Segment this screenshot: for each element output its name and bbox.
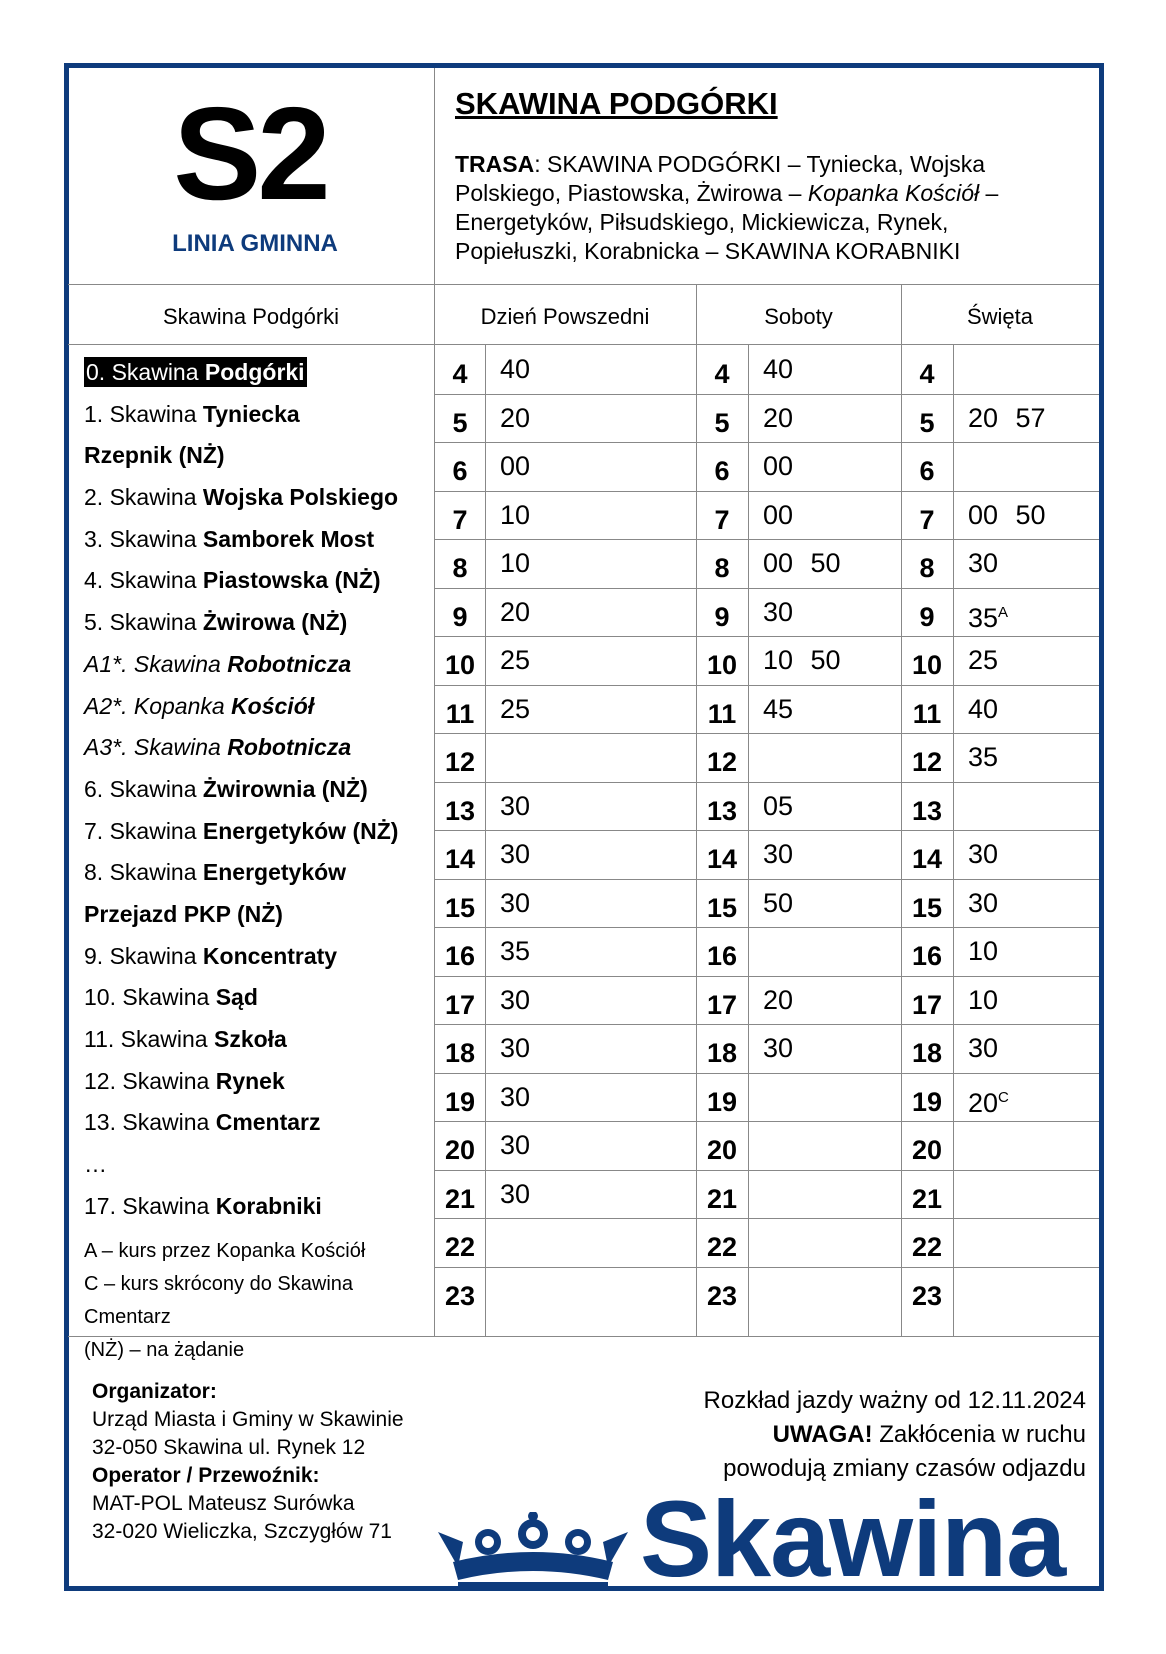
- hour-cell: 8: [452, 553, 468, 583]
- stop-label: [84, 943, 337, 969]
- divider: [68, 344, 1099, 345]
- minutes-cell: [968, 732, 998, 783]
- stop-item: [84, 811, 434, 853]
- minutes-cell: [763, 975, 793, 1026]
- organizer-line: 32-050 Skawina ul. Rynek 12: [92, 1436, 366, 1459]
- hour-cell: 12: [706, 747, 738, 777]
- minutes-cell: [968, 490, 1046, 541]
- stop-name: Podgórki: [204, 359, 305, 385]
- stop-label: [84, 526, 374, 552]
- stop-name: Rzepnik (NŻ): [84, 442, 225, 469]
- stop-number: 10. Skawina: [84, 984, 216, 1011]
- stop-name: Energetyków: [202, 859, 347, 886]
- minutes-cell: [500, 490, 530, 541]
- hour-cell: 21: [444, 1183, 476, 1214]
- row-divider: [434, 1267, 1099, 1268]
- minutes-value: 40: [968, 693, 999, 724]
- stop-label: [84, 1193, 322, 1219]
- stop-number: 8. Skawina: [84, 859, 203, 886]
- hour-cell: 9: [919, 601, 935, 632]
- route-label: TRASA: [455, 151, 535, 177]
- minutes-value: 10: [500, 548, 531, 578]
- warning-text: Zakłócenia w ruchu: [872, 1421, 1086, 1448]
- divider: [68, 284, 1099, 285]
- minutes-value: 30: [500, 839, 531, 869]
- hour-cell: 6: [919, 456, 935, 486]
- stop-name: Energetyków (NŻ): [202, 817, 399, 844]
- minutes-value: 30: [500, 1081, 531, 1112]
- hour-cell: 13: [444, 795, 476, 826]
- stop-name: Żwirowa (NŻ): [202, 609, 348, 636]
- stop-number: 3. Skawina: [84, 525, 203, 552]
- minutes-cell: [500, 587, 530, 638]
- hour-cell: 13: [911, 795, 943, 826]
- footer-validity: [704, 1384, 1086, 1486]
- hour-cell: 19: [911, 1086, 943, 1117]
- stop-item: [84, 727, 434, 769]
- column-header-stops: Skawina Podgórki: [162, 304, 340, 329]
- stop-number: A2*. Kopanka: [84, 692, 232, 719]
- stop-number: 13. Skawina: [84, 1109, 216, 1136]
- minutes-value: 30: [500, 790, 531, 821]
- minutes-cell: [968, 1072, 1009, 1129]
- hour-cell: 23: [911, 1280, 943, 1311]
- divider: [748, 344, 749, 1336]
- hour-cell: 12: [444, 747, 476, 777]
- hour-cell: 19: [706, 1086, 738, 1117]
- minutes-cell: [968, 635, 998, 686]
- minutes-value: 30: [763, 1033, 794, 1063]
- notes: [84, 1235, 424, 1367]
- minutes-value: 10: [968, 984, 999, 1015]
- hour-cell: 22: [706, 1232, 738, 1262]
- stop-number: 12. Skawina: [84, 1067, 216, 1094]
- operator-label: Operator / Przewoźnik:: [92, 1464, 320, 1487]
- hour-cell: 13: [706, 795, 738, 826]
- stop-item: [84, 977, 434, 1019]
- hour-cell: 18: [706, 1038, 738, 1068]
- hour-cell: 9: [452, 601, 468, 632]
- stop-item: [84, 1186, 434, 1228]
- stop-item: [84, 352, 434, 394]
- minutes-cell: [763, 441, 793, 492]
- stop-number: A3*. Skawina: [84, 734, 228, 761]
- hour-cell: 15: [706, 892, 738, 923]
- stop-label: [84, 859, 346, 885]
- stop-label: [84, 693, 314, 719]
- stop-label: [84, 484, 398, 510]
- stop-label: [84, 567, 381, 593]
- stop-list: [84, 352, 434, 1227]
- hour-cell: 6: [452, 456, 468, 486]
- line-number: S2: [173, 80, 327, 227]
- hour-cell: 11: [445, 698, 475, 729]
- crown-logo-icon: [438, 1512, 628, 1592]
- stop-name: Wojska Polskiego: [202, 484, 399, 511]
- minutes-value: 20: [763, 402, 794, 433]
- column-header-holiday: Święta: [966, 304, 1034, 329]
- hour-cell: 7: [452, 504, 468, 535]
- minutes-value: 30: [763, 839, 794, 869]
- hour-cell: 10: [706, 650, 738, 680]
- minutes-cell: [763, 538, 841, 589]
- minutes-cell: [500, 1072, 530, 1123]
- hour-cell: 5: [919, 407, 935, 438]
- row-divider: [434, 1170, 1099, 1171]
- minutes-cell: [500, 684, 530, 735]
- stop-number: 5. Skawina: [84, 609, 203, 636]
- stop-number: 2. Skawina: [84, 484, 203, 511]
- stop-item: [84, 560, 434, 602]
- minutes-cell: [500, 878, 530, 929]
- route-text: : SKAWINA PODGÓRKI – Tyniecka, Wojska Polskiego, Piastowska, Żwirowa –: [455, 151, 986, 206]
- hour-cell: 18: [444, 1038, 476, 1068]
- minutes-cell: [763, 344, 793, 395]
- note: A – kurs przez Kopanka Kościół: [84, 1240, 366, 1262]
- stop-label: [84, 401, 300, 427]
- stop-item: [84, 769, 434, 811]
- minutes-value: 35: [968, 742, 999, 772]
- minutes-cell: [968, 1023, 998, 1074]
- minutes-cell: [500, 926, 530, 977]
- minutes-value: 00: [500, 451, 531, 481]
- minutes-value: 25: [500, 645, 531, 675]
- minutes-value: 00: [763, 499, 794, 530]
- hour-cell: 23: [444, 1280, 476, 1311]
- minutes-value: 00: [763, 451, 794, 481]
- stop-number: 17. Skawina: [84, 1192, 216, 1219]
- minutes-cell: [763, 635, 841, 686]
- hour-cell: 5: [714, 407, 730, 438]
- stop-label: [84, 651, 351, 677]
- minutes-value: 30: [500, 887, 531, 918]
- minutes-value: 00 50: [968, 499, 1046, 530]
- minutes-cell: [763, 684, 793, 735]
- stop-name: Robotnicza: [227, 650, 352, 677]
- hour-cell: 21: [706, 1183, 738, 1214]
- stop-number: 4. Skawina: [84, 567, 203, 594]
- note: (NŻ) – na żądanie: [84, 1339, 245, 1361]
- stop-label: [84, 609, 347, 635]
- stop-item: [84, 852, 434, 894]
- hour-cell: 19: [444, 1086, 476, 1117]
- minutes-value: 40: [500, 354, 531, 384]
- stop-item: [84, 1061, 434, 1103]
- stop-label: [84, 901, 283, 927]
- stop-number: 0. Skawina: [86, 359, 205, 385]
- minutes-cell: [500, 829, 530, 880]
- footer-organizer: [92, 1378, 404, 1546]
- stop-item: [84, 435, 434, 477]
- stop-item: [84, 1019, 434, 1061]
- stop-name: Kościół: [231, 692, 315, 719]
- hour-cell: 16: [706, 941, 738, 971]
- hour-cell: 4: [452, 359, 468, 389]
- stop-item: [84, 1102, 434, 1144]
- hour-cell: 15: [444, 892, 476, 923]
- minutes-cell: [968, 829, 998, 880]
- hour-cell: 10: [911, 650, 943, 680]
- stop-number: A1*. Skawina: [84, 650, 228, 677]
- minutes-cell: [500, 393, 530, 444]
- divider: [953, 344, 954, 1336]
- stop-name: Cmentarz: [215, 1109, 321, 1136]
- stop-label: [84, 734, 351, 760]
- minutes-cell: [763, 587, 793, 638]
- hour-cell: 11: [707, 698, 737, 729]
- minutes-value: 30: [500, 1130, 531, 1160]
- minutes-value: 20: [763, 984, 794, 1015]
- hour-cell: 10: [444, 650, 476, 680]
- stop-label: [84, 1026, 287, 1052]
- stop-number: …: [84, 1151, 107, 1178]
- stop-name: Żwirownia (NŻ): [202, 775, 368, 802]
- line-type: LINIA GMINNA: [172, 230, 338, 257]
- brand-logo-text: Skawina: [640, 1478, 1066, 1599]
- minutes-value: 35: [500, 936, 531, 966]
- minutes-value: 30: [968, 1033, 999, 1063]
- stop-name: Przejazd PKP (NŻ): [84, 900, 283, 927]
- hour-cell: 12: [911, 747, 943, 777]
- hour-cell: 4: [714, 359, 730, 389]
- minutes-cell: [968, 878, 998, 929]
- row-divider: [434, 1218, 1099, 1219]
- hour-cell: 17: [911, 989, 943, 1020]
- hour-cell: 22: [444, 1232, 476, 1262]
- stop-name: Szkoła: [213, 1026, 287, 1052]
- minutes-value: 10 50: [763, 645, 841, 675]
- valid-from: Rozkład jazdy ważny od 12.11.2024: [703, 1387, 1086, 1414]
- minutes-cell: [500, 441, 530, 492]
- divider: [485, 344, 486, 1336]
- stop-name: Sąd: [215, 984, 258, 1011]
- stop-item: [84, 477, 434, 519]
- minutes-value: 30: [968, 839, 999, 869]
- minutes-cell: [500, 1169, 530, 1220]
- hour-cell: 5: [452, 407, 468, 438]
- stop-number: 7. Skawina: [84, 817, 203, 844]
- minutes-value: 30: [500, 1178, 531, 1209]
- column-header-saturday: Soboty: [764, 304, 833, 329]
- stop-item: [84, 936, 434, 978]
- hour-cell: 20: [706, 1135, 738, 1165]
- minutes-cell: [968, 393, 1046, 444]
- stop-label: [84, 776, 368, 802]
- minutes-value: 05: [763, 790, 794, 821]
- minutes-cell: [763, 393, 793, 444]
- hour-cell: 7: [919, 504, 935, 535]
- hour-cell: 6: [714, 456, 730, 486]
- stop-label: [84, 1151, 107, 1177]
- hour-cell: 14: [911, 844, 943, 874]
- hour-cell: 8: [919, 553, 935, 583]
- stop-item: [84, 1144, 434, 1186]
- minutes-cell: [763, 781, 793, 832]
- warning-label: UWAGA!: [772, 1421, 873, 1448]
- minutes-value: 50: [763, 887, 794, 918]
- minutes-value: 30: [968, 548, 999, 578]
- stop-name: Korabniki: [215, 1192, 322, 1219]
- hour-cell: 22: [911, 1232, 943, 1262]
- minutes-value: 25: [500, 693, 531, 724]
- minutes-cell: [968, 975, 998, 1026]
- minutes-cell: [500, 781, 530, 832]
- hour-cell: 7: [714, 504, 730, 535]
- minutes-value: 20: [968, 1087, 999, 1118]
- note: Cmentarz: [84, 1306, 171, 1328]
- stop-label: [84, 357, 307, 387]
- minutes-cell: [968, 926, 998, 977]
- minutes-cell: [968, 684, 998, 735]
- minutes-value: 30: [500, 984, 531, 1015]
- minutes-footnote: C: [998, 1088, 1009, 1106]
- stop-item: [84, 686, 434, 728]
- stop-number: 9. Skawina: [84, 942, 203, 969]
- hour-cell: 4: [919, 359, 935, 389]
- minutes-cell: [500, 975, 530, 1026]
- stop-item: [84, 644, 434, 686]
- organizer-line: Urząd Miasta i Gminy w Skawinie: [92, 1408, 404, 1431]
- stop-item: [84, 394, 434, 436]
- minutes-value: 20: [500, 596, 531, 627]
- minutes-value: 10: [500, 499, 531, 530]
- minutes-cell: [500, 344, 530, 395]
- minutes-cell: [763, 829, 793, 880]
- hour-cell: 18: [911, 1038, 943, 1068]
- hour-cell: 11: [912, 698, 942, 729]
- stop-label: [84, 984, 258, 1010]
- minutes-value: 45: [763, 693, 794, 724]
- stop-item: [84, 519, 434, 561]
- minutes-value: 00 50: [763, 548, 841, 578]
- row-divider: [434, 927, 1099, 928]
- hour-cell: 16: [911, 941, 943, 971]
- hour-cell: 14: [444, 844, 476, 874]
- hour-cell: 14: [706, 844, 738, 874]
- minutes-cell: [500, 635, 530, 686]
- hour-cell: 17: [444, 989, 476, 1020]
- minutes-cell: [763, 878, 793, 929]
- operator-line: MAT-POL Mateusz Surówka: [92, 1492, 355, 1515]
- stop-number: 11. Skawina: [84, 1026, 214, 1052]
- route-description: [455, 150, 1075, 266]
- minutes-cell: [500, 1023, 530, 1074]
- stop-title: SKAWINA PODGÓRKI: [455, 86, 778, 121]
- minutes-cell: [500, 538, 530, 589]
- stop-number: 6. Skawina: [84, 775, 203, 802]
- hour-cell: 17: [706, 989, 738, 1020]
- minutes-value: 20: [500, 402, 531, 433]
- stop-item: [84, 894, 434, 936]
- operator-line: 32-020 Wieliczka, Szczygłów 71: [92, 1520, 392, 1543]
- hour-cell: 8: [714, 553, 730, 583]
- note: C – kurs skrócony do Skawina: [84, 1273, 354, 1295]
- hour-cell: 15: [911, 892, 943, 923]
- column-header-weekday: Dzień Powszedni: [480, 304, 650, 329]
- minutes-value: 30: [968, 887, 999, 918]
- minutes-value: 30: [763, 596, 794, 627]
- stop-label: [84, 818, 398, 844]
- minutes-value: 25: [968, 645, 999, 675]
- minutes-value: 40: [763, 354, 794, 384]
- hour-cell: 21: [911, 1183, 943, 1214]
- hour-cell: 20: [911, 1135, 943, 1165]
- minutes-value: 10: [968, 936, 999, 966]
- stop-name: Piastowska (NŻ): [202, 567, 381, 594]
- stop-label: [84, 442, 225, 468]
- minutes-footnote: A: [998, 603, 1009, 621]
- route-text: – Energetyków, Piłsudskiego, Mickiewicza, Rynek, Popiełuszki, Korabnicka – SKAWINA KORABNIKI: [455, 180, 999, 264]
- stop-number: 1. Skawina: [84, 400, 203, 427]
- minutes-cell: [500, 1120, 530, 1171]
- stop-label: [84, 1068, 285, 1094]
- minutes-value: 20 57: [968, 402, 1046, 433]
- warning-text: powodują zmiany czasów odjazdu: [723, 1455, 1086, 1482]
- stop-label: [84, 1109, 321, 1135]
- hour-cell: 9: [714, 601, 730, 632]
- stop-name: Robotnicza: [227, 734, 352, 761]
- hour-cell: 16: [444, 941, 476, 971]
- hour-cell: 20: [444, 1135, 476, 1165]
- hour-cell: 23: [706, 1280, 738, 1311]
- stop-name: Rynek: [215, 1067, 285, 1094]
- organizer-label: Organizator:: [92, 1380, 217, 1403]
- row-divider: [434, 1121, 1099, 1122]
- route-text-italic: Kopanka Kościół: [807, 180, 980, 206]
- minutes-cell: [763, 1023, 793, 1074]
- row-divider: [434, 733, 1099, 734]
- stop-name: Koncentraty: [202, 942, 338, 969]
- minutes-value: 35: [968, 602, 999, 633]
- stop-name: Samborek Most: [202, 525, 375, 552]
- minutes-cell: [763, 490, 793, 541]
- stop-item: [84, 602, 434, 644]
- stop-name: Tyniecka: [202, 400, 300, 427]
- minutes-value: 30: [500, 1033, 531, 1063]
- minutes-cell: [968, 538, 998, 589]
